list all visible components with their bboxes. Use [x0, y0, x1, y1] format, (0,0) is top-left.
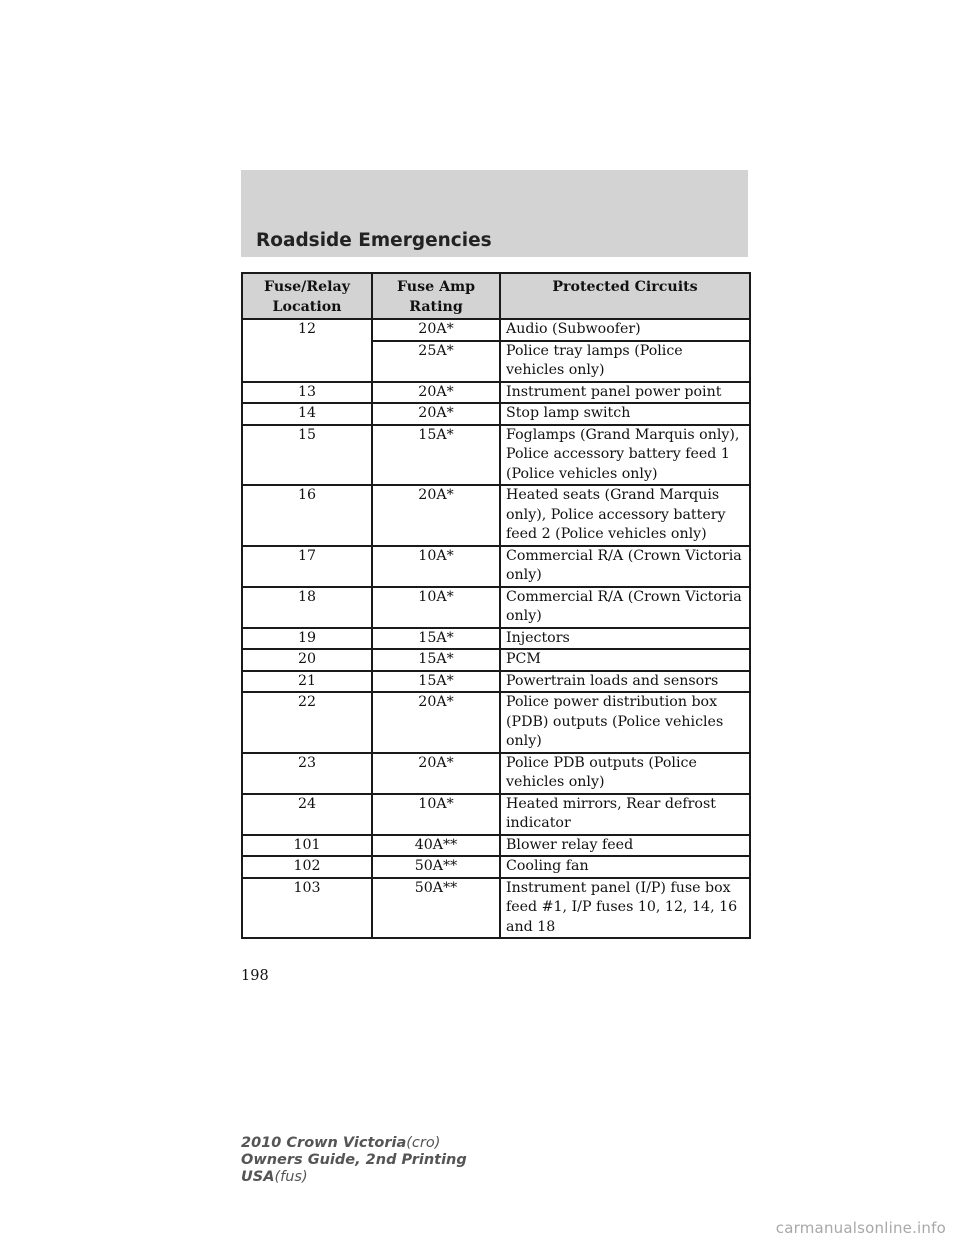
cell-location: [242, 341, 372, 382]
table-row: [242, 794, 750, 835]
table-row: [242, 382, 750, 404]
column-header-location: [242, 273, 372, 319]
table-row: [242, 856, 750, 878]
footer-line-2: Owners Guide, 2nd Printing: [241, 1152, 467, 1168]
table-row: [242, 835, 750, 857]
cell-circuits: Injectors: [500, 628, 750, 650]
cell-location: 23: [242, 753, 372, 794]
table-row: [242, 753, 750, 794]
footer-model: 2010 Crown Victoria: [241, 1135, 407, 1151]
table-row: [242, 587, 750, 628]
cell-circuits: Police tray lamps (Police vehicles only): [500, 341, 750, 382]
column-header-location-line1: Fuse/Relay: [264, 279, 350, 295]
cell-location: 19: [242, 628, 372, 650]
column-header-location-line2: Location: [272, 298, 342, 315]
table-row: [242, 628, 750, 650]
cell-circuits: Cooling fan: [500, 856, 750, 878]
cell-rating: 20A*: [372, 692, 500, 753]
table-row: [242, 319, 750, 341]
table-row: [242, 878, 750, 939]
cell-circuits: Blower relay feed: [500, 835, 750, 857]
cell-rating: 15A*: [372, 671, 500, 693]
table-header-row: [242, 273, 750, 319]
cell-circuits: Instrument panel power point: [500, 382, 750, 404]
section-title: Roadside Emergencies: [256, 230, 492, 251]
cell-circuits: Stop lamp switch: [500, 403, 750, 425]
cell-location: 17: [242, 546, 372, 587]
footer: [241, 1135, 467, 1186]
cell-rating: 20A*: [372, 403, 500, 425]
cell-location: 103: [242, 878, 372, 939]
footer-line-3: [241, 1169, 467, 1186]
cell-rating: 15A*: [372, 628, 500, 650]
footer-line-1: [241, 1135, 467, 1152]
footer-model-code: (cro): [406, 1135, 441, 1151]
cell-circuits: Heated seats (Grand Marquis only), Police accessory battery feed 2 (Police vehicles only): [500, 485, 750, 546]
cell-rating: 10A*: [372, 794, 500, 835]
cell-rating: 20A*: [372, 485, 500, 546]
cell-circuits: Commercial R/A (Crown Victoria only): [500, 546, 750, 587]
footer-market-code: (fus): [274, 1169, 308, 1185]
cell-circuits: Instrument panel (I/P) fuse box feed #1, I/P fuses 10, 12, 14, 16 and 18: [500, 878, 750, 939]
cell-rating: 25A*: [372, 341, 500, 382]
column-header-circuits-line1: Protected Circuits: [552, 279, 698, 295]
cell-rating: 10A*: [372, 546, 500, 587]
table-row: [242, 649, 750, 671]
cell-location: 18: [242, 587, 372, 628]
column-header-rating: [372, 273, 500, 319]
cell-circuits: Audio (Subwoofer): [500, 319, 750, 341]
cell-circuits: Heated mirrors, Rear defrost indicator: [500, 794, 750, 835]
column-header-rating-line1: Fuse Amp: [396, 279, 476, 295]
cell-rating: 20A*: [372, 753, 500, 794]
table-row: [242, 403, 750, 425]
table-row: [242, 341, 750, 382]
cell-rating: 15A*: [372, 425, 500, 486]
cell-location: 16: [242, 485, 372, 546]
cell-location: 22: [242, 692, 372, 753]
cell-rating: 10A*: [372, 587, 500, 628]
cell-circuits: Police power distribution box (PDB) outputs (Police vehicles only): [500, 692, 750, 753]
table-row: [242, 671, 750, 693]
cell-circuits: Police PDB outputs (Police vehicles only): [500, 753, 750, 794]
column-header-circuits: [500, 273, 750, 319]
cell-rating: 20A*: [372, 382, 500, 404]
cell-rating: 20A*: [372, 319, 500, 341]
cell-circuits: Foglamps (Grand Marquis only), Police accessory battery feed 1 (Police vehicles only): [500, 425, 750, 486]
cell-location: 14: [242, 403, 372, 425]
cell-circuits: Powertrain loads and sensors: [500, 671, 750, 693]
cell-rating: 40A**: [372, 835, 500, 857]
page-number: 198: [241, 968, 269, 984]
column-header-rating-line2: Rating: [409, 298, 463, 315]
cell-location: 101: [242, 835, 372, 857]
footer-market: USA: [241, 1169, 275, 1185]
cell-location: 20: [242, 649, 372, 671]
cell-circuits: Commercial R/A (Crown Victoria only): [500, 587, 750, 628]
cell-rating: 50A**: [372, 878, 500, 939]
table-row: [242, 692, 750, 753]
table-row: [242, 546, 750, 587]
cell-location: 12: [242, 319, 372, 341]
cell-location: 21: [242, 671, 372, 693]
fuse-table: [241, 272, 751, 939]
cell-location: 15: [242, 425, 372, 486]
table-row: [242, 425, 750, 486]
table-row: [242, 485, 750, 546]
cell-location: 24: [242, 794, 372, 835]
cell-circuits: PCM: [500, 649, 750, 671]
cell-rating: 50A**: [372, 856, 500, 878]
watermark: carmanualsonline.info: [775, 1219, 946, 1237]
cell-location: 102: [242, 856, 372, 878]
cell-location: 13: [242, 382, 372, 404]
cell-rating: 15A*: [372, 649, 500, 671]
